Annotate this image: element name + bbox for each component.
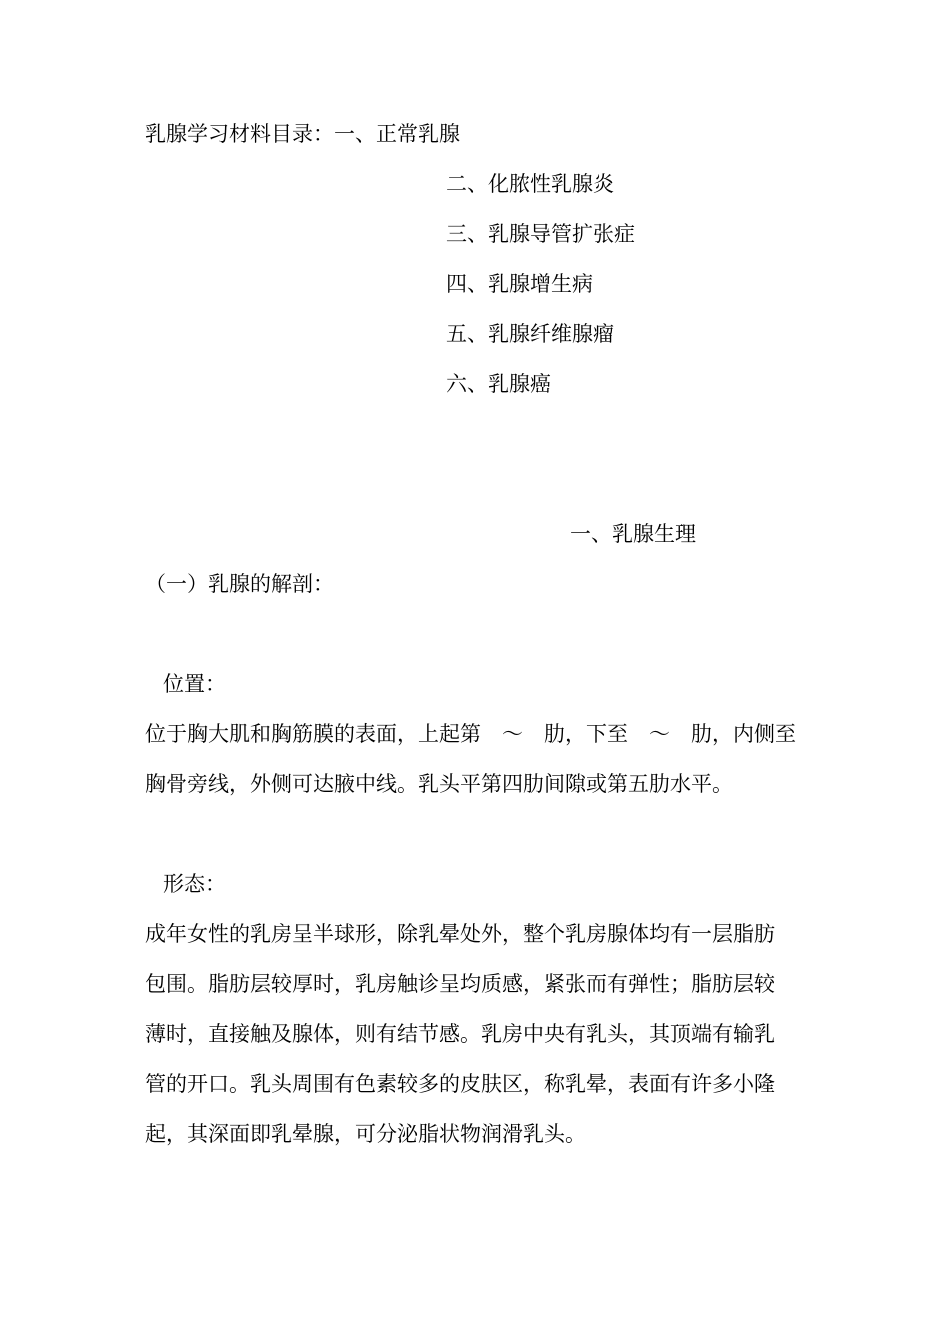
toc-title: 乳腺学习材料目录：一、正常乳腺 [145, 122, 460, 146]
paragraph-line: 胸骨旁线，外侧可达腋中线。乳头平第四肋间隙或第五肋水平。 [145, 772, 733, 796]
toc-item: 五、乳腺纤维腺瘤 [446, 322, 614, 346]
toc-item: 二、化脓性乳腺炎 [446, 172, 614, 196]
morphology-label: 形态： [163, 872, 226, 896]
toc-item: 三、乳腺导管扩张症 [446, 222, 635, 246]
paragraph-line: 管的开口。乳头周围有色素较多的皮肤区，称乳晕，表面有许多小隆 [145, 1072, 775, 1096]
paragraph-line: 薄时，直接触及腺体，则有结节感。乳房中央有乳头，其顶端有输乳 [145, 1022, 775, 1046]
position-label: 位置： [163, 672, 226, 696]
paragraph-line: 包围。脂肪层较厚时，乳房触诊呈均质感，紧张而有弹性；脂肪层较 [145, 972, 775, 996]
paragraph-line: 位于胸大肌和胸筋膜的表面，上起第 ～ 肋，下至 ～ 肋，内侧至 [145, 722, 796, 746]
toc-item: 六、乳腺癌 [446, 372, 551, 396]
toc-item: 四、乳腺增生病 [446, 272, 593, 296]
subsection-heading: （一）乳腺的解剖： [145, 572, 334, 596]
section-heading: 一、乳腺生理 [570, 522, 696, 546]
paragraph-line: 起，其深面即乳晕腺，可分泌脂状物润滑乳头。 [145, 1122, 586, 1146]
paragraph-line: 成年女性的乳房呈半球形，除乳晕处外，整个乳房腺体均有一层脂肪 [145, 922, 775, 946]
